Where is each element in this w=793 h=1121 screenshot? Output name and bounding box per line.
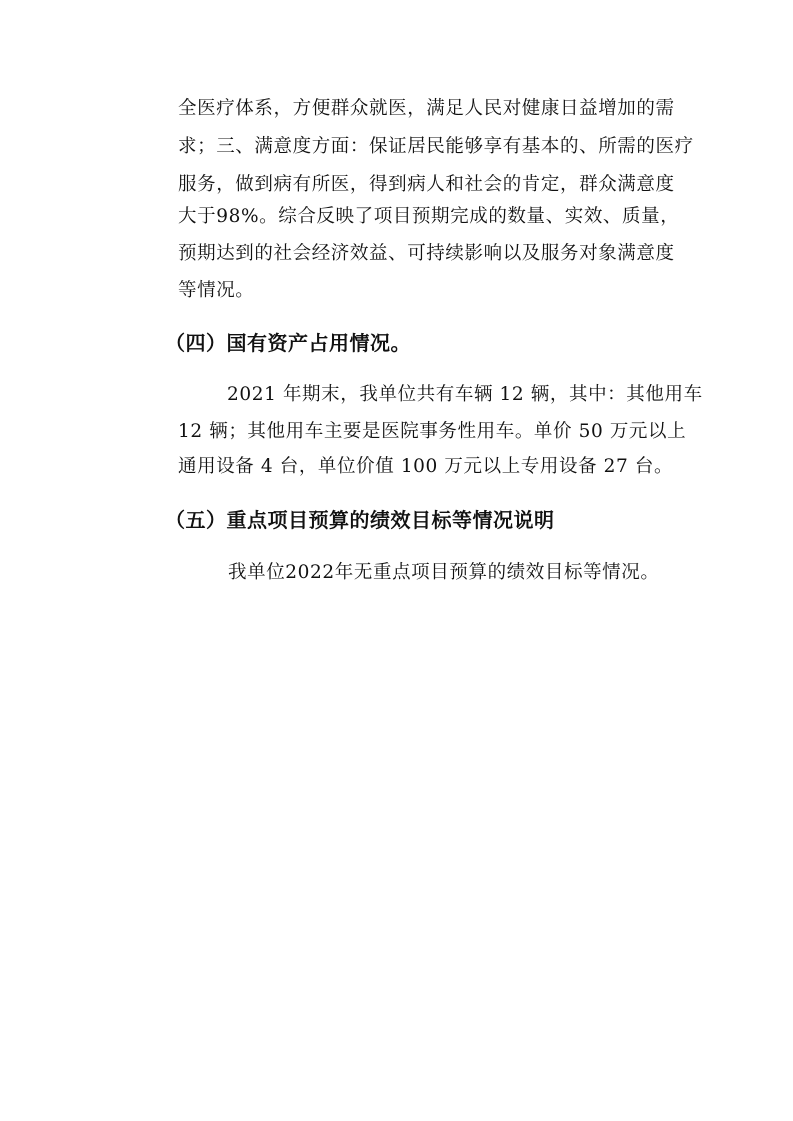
text-line: 12 辆；其他用车主要是医院事务性用车。单价 50 万元以上 xyxy=(178,421,687,442)
text-line: 通用设备 4 台，单位价值 100 万元以上专用设备 27 台。 xyxy=(178,456,674,477)
section-heading-key-projects: （五）重点项目预算的绩效目标等情况说明 xyxy=(165,508,555,532)
text-line: 全医疗体系，方便群众就医，满足人民对健康日益增加的需 xyxy=(178,98,675,119)
text-line: 大于98%。综合反映了项目预期完成的数量、实效、质量， xyxy=(178,206,680,227)
text-line: 求；三、满意度方面：保证居民能够享有基本的、所需的医疗 xyxy=(178,136,694,157)
text-line: 服务，做到病有所医，得到病人和社会的肯定，群众满意度 xyxy=(178,174,675,195)
text-line: 预期达到的社会经济效益、可持续影响以及服务对象满意度 xyxy=(178,243,675,264)
text-line: 2021 年期末，我单位共有车辆 12 辆，其中：其他用车 xyxy=(227,384,703,405)
section-heading-state-assets: （四）国有资产占用情况。 xyxy=(165,331,411,355)
text-line: 我单位2022年无重点项目预算的绩效目标等情况。 xyxy=(228,562,660,583)
text-line: 等情况。 xyxy=(178,280,255,301)
